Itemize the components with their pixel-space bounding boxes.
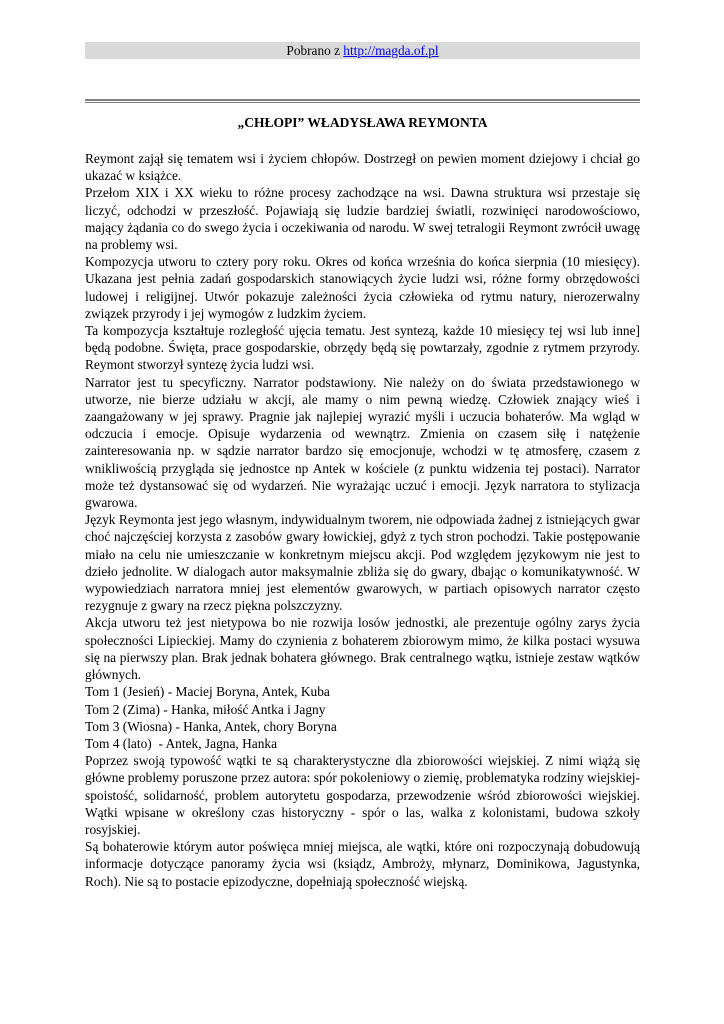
paragraph: Narrator jest tu specyficzny. Narrator podstawiony. Nie należy on do świata przedstawionego w utworze, nie bierze udziału w akcji, ale mamy o nim pewną wiedzę. Człowiek znający wieś i zaangażowany w jej sprawy. Pragnie jak najlepiej wyrazić myśli i uczucia bohaterów. Ma wgląd w odczucia i emocje. Opisuje wydarzenia od wewnątrz. Zmienia on czasem siłę i natężenie zainteresowania np. w sądzie narrator bardzo się emocjonuje, wchodzi w tę atmosferę, czasem z wnikliwością przygląda się jednostce np Antek w kościele (z punktu widzenia tej postaci). Narrator może też dystansować się od wydarzeń. Nie wyrażając uczuć i emocji. Język narratora to stylizacja gwarowa. xyxy=(85,374,640,511)
paragraph: Poprzez swoją typowość wątki te są charakterystyczne dla zbiorowości wiejskiej. Z nimi wiążą się główne problemy poruszone przez autora: spór pokoleniowy o ziemię, problematyka rodziny wiejskiej-spoistość, solidarność, problem autorytetu gospodarza, przewodzenie wśród zbiorowości wiejskiej. Wątki wpisane w określony czas historyczny - spór o las, walka z kolonistami, budowa szkoły rosyjskiej. xyxy=(85,753,640,837)
download-source-header xyxy=(85,42,640,59)
volume-line: Tom 3 (Wiosna) - Hanka, Antek, chory Boryna xyxy=(85,718,337,734)
paragraph: Język Reymonta jest jego własnym, indywidualnym tworem, nie odpowiada żadnej z istniejących gwar choć najczęściej korzysta z zasobów gwary łowickiej, gdyż z tych stron pochodzi. Takie postępowanie miało na celu nie umieszczanie w konkretnym miejscu akcji. Pod względem językowym nie jest to dzieło jednolite. W dialogach autor maksymalnie zbliża się do gwary, dbając o komunikatywność. W wypowiedziach narratora mniej jest elementów gwarowych, w partiach opisowych narrator często rezygnuje z gwary na rzecz piękna polszczyzny. xyxy=(85,512,640,614)
header-divider-thin xyxy=(85,102,640,103)
paragraph: Reymont zajął się tematem wsi i życiem chłopów. Dostrzegł on pewien moment dziejowy i chciał go ukazać w książce. xyxy=(85,151,640,184)
source-link[interactable]: http://magda.of.pl xyxy=(343,43,439,58)
paragraph: Są bohaterowie którym autor poświęca mniej miejsca, ale wątki, które oni rozpoczynają dobudowują informacje dotyczące panoramy życia wsi (ksiądz, Ambroży, młynarz, Dominikowa, Jagustynka, Roch). Nie są to postacie epizodyczne, dopełniają społeczność wiejską. xyxy=(85,839,640,889)
paragraph: Kompozycja utworu to cztery pory roku. Okres od końca września do końca sierpnia (10 miesięcy). Ukazana jest pełnia zadań gospodarskich stanowiących życie ludzi wsi, różne formy obrzędowości ludowej i religijnej. Utwór pokazuje zależności życia człowieka od rytmu natury, nierozerwalny związek przyrody i jej wymogów z ludzkim życiem. xyxy=(85,254,640,321)
volume-line: Tom 1 (Jesień) - Maciej Boryna, Antek, Kuba xyxy=(85,684,330,700)
volume-line: Tom 2 (Zima) - Hanka, miłość Antka i Jagny xyxy=(85,701,326,717)
paragraph: Akcja utworu też jest nietypowa bo nie rozwija losów jednostki, ale prezentuje ogólny zarys życia społeczności Lipieckiej. Mamy do czynienia z bohaterem zbiorowym mimo, że kilka postaci wysuwa się na pierwszy plan. Brak jednak bohatera głównego. Brak centralnego wątku, istnieje zestaw wątków głównych. xyxy=(85,615,640,683)
volume-line: Tom 4 (lato) - Antek, Jagna, Hanka xyxy=(85,735,278,751)
header-prefix: Pobrano z xyxy=(286,43,344,58)
document-title: „CHŁOPI” WŁADYSŁAWA REYMONTA xyxy=(237,115,488,130)
document-body xyxy=(85,150,640,890)
header-divider xyxy=(85,99,640,101)
paragraph: Przełom XIX i XX wieku to różne procesy zachodzące na wsi. Dawna struktura wsi przestaje się liczyć, odchodzi w przeszłość. Pojawiają się ludzie bardziej światli, rozwinięci narodowościowo, mający żądania co do swego życia i oczekiwania od narodu. W swej tetralogii Reymont zwrócił uwagę na problemy wsi. xyxy=(85,185,640,253)
paragraph: Ta kompozycja kształtuje rozległość ujęcia tematu. Jest syntezą, każde 10 miesięcy tej wsi lub inne] będą podobne. Święta, prace gospodarskie, obrzędy będą się powtarzały, zgodnie z rytmem przyrody. Reymont stworzył syntezę życia ludzi wsi. xyxy=(85,323,640,373)
